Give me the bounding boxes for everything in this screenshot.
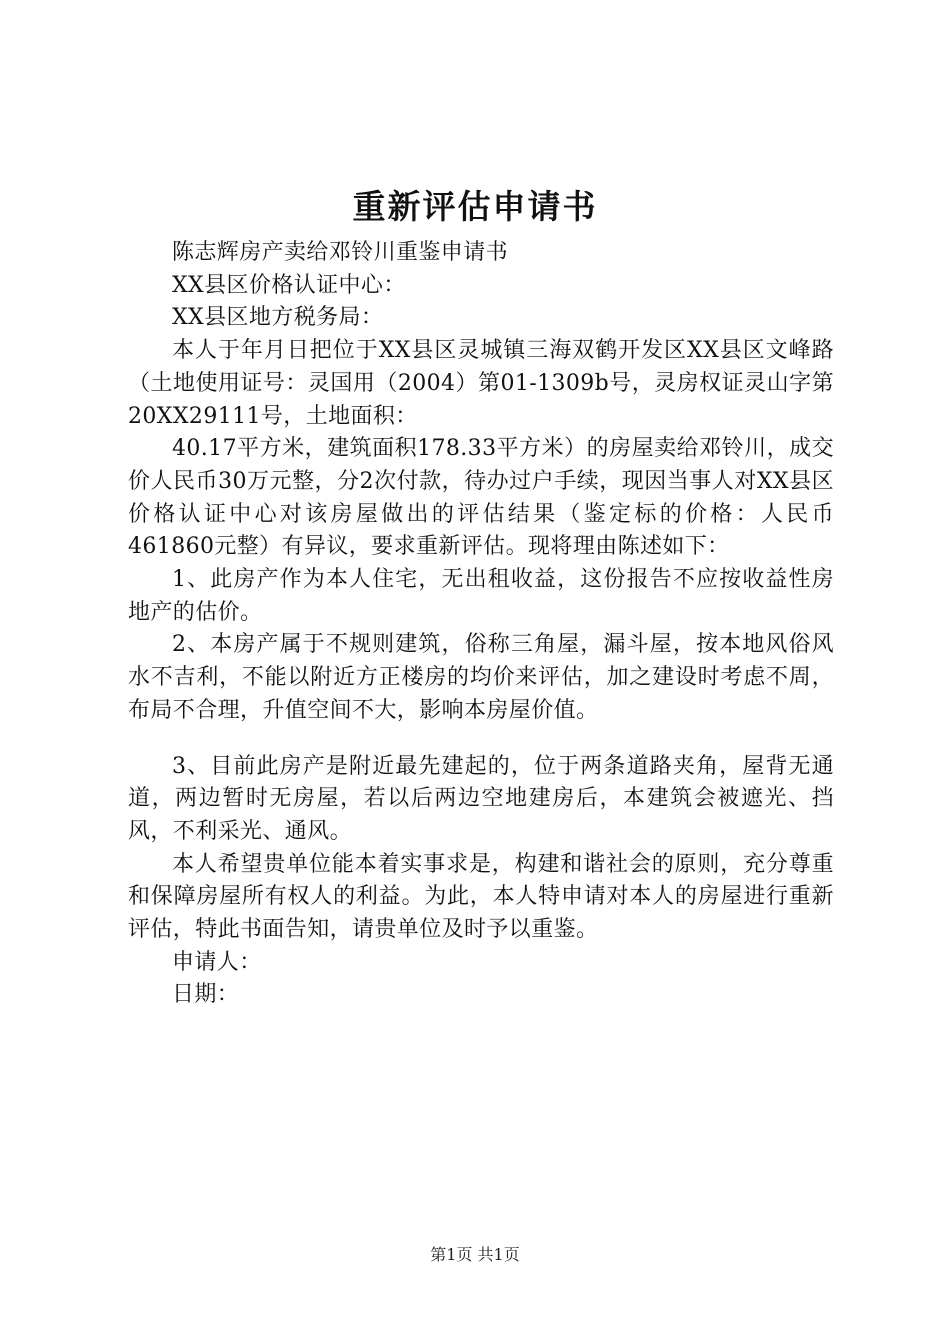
document-body (128, 237, 834, 1012)
date-label: 日期： (172, 982, 240, 1008)
page-number: 第1页 共1页 (430, 1245, 520, 1264)
paragraph-recipient-2: XX县区地方税务局： (172, 305, 384, 331)
paragraph-reason-1: 1、此房产作为本人住宅，无出租收益，这份报告不应按收益性房地产的估价。 (128, 567, 834, 625)
paragraph-subject: 陈志辉房产卖给邓铃川重鉴申请书 (172, 240, 509, 265)
paragraph-reason-2: 2、本房产属于不规则建筑，俗称三角屋，漏斗屋，按本地风俗风水不吉利，不能以附近方正楼房的均价来评估，加之建设时考虑不周，布局不合理，升值空间不大，影响本房屋价值。 (128, 632, 834, 723)
paragraph-property-info: 本人于年月日把位于XX县区灵城镇三海双鹤开发区XX县区文峰路（土地使用证号：灵国用（2004）第01-1309b号，灵房权证灵山字第20XX29111号，土地面积： (128, 338, 834, 429)
document-title: 重新评估申请书 (352, 187, 598, 226)
paragraph-sale-details: 40.17平方米，建筑面积178.33平方米）的房屋卖给邓铃川，成交价人民币30万元整，分2次付款，待办过户手续，现因当事人对XX县区价格认证中心对该房屋做出的评估结果（鉴定标的价格：人民币461860元整）有异议，要求重新评估。现将理由陈述如下： (128, 436, 834, 560)
paragraph-recipient-1: XX县区价格认证中心： (172, 272, 406, 298)
applicant-label: 申请人： (172, 949, 262, 975)
paragraph-request: 本人希望贵单位能本着实事求是，构建和谐社会的原则，充分尊重和保障房屋所有权人的利益。为此，本人特申请对本人的房屋进行重新评估，特此书面告知，请贵单位及时予以重鉴。 (128, 851, 834, 943)
paragraph-reason-3: 3、目前此房产是附近最先建起的，位于两条道路夹角，屋背无通道，两边暂时无房屋，若以后两边空地建房后，本建筑会被遮光、挡风，不利采光、通风。 (128, 753, 834, 844)
